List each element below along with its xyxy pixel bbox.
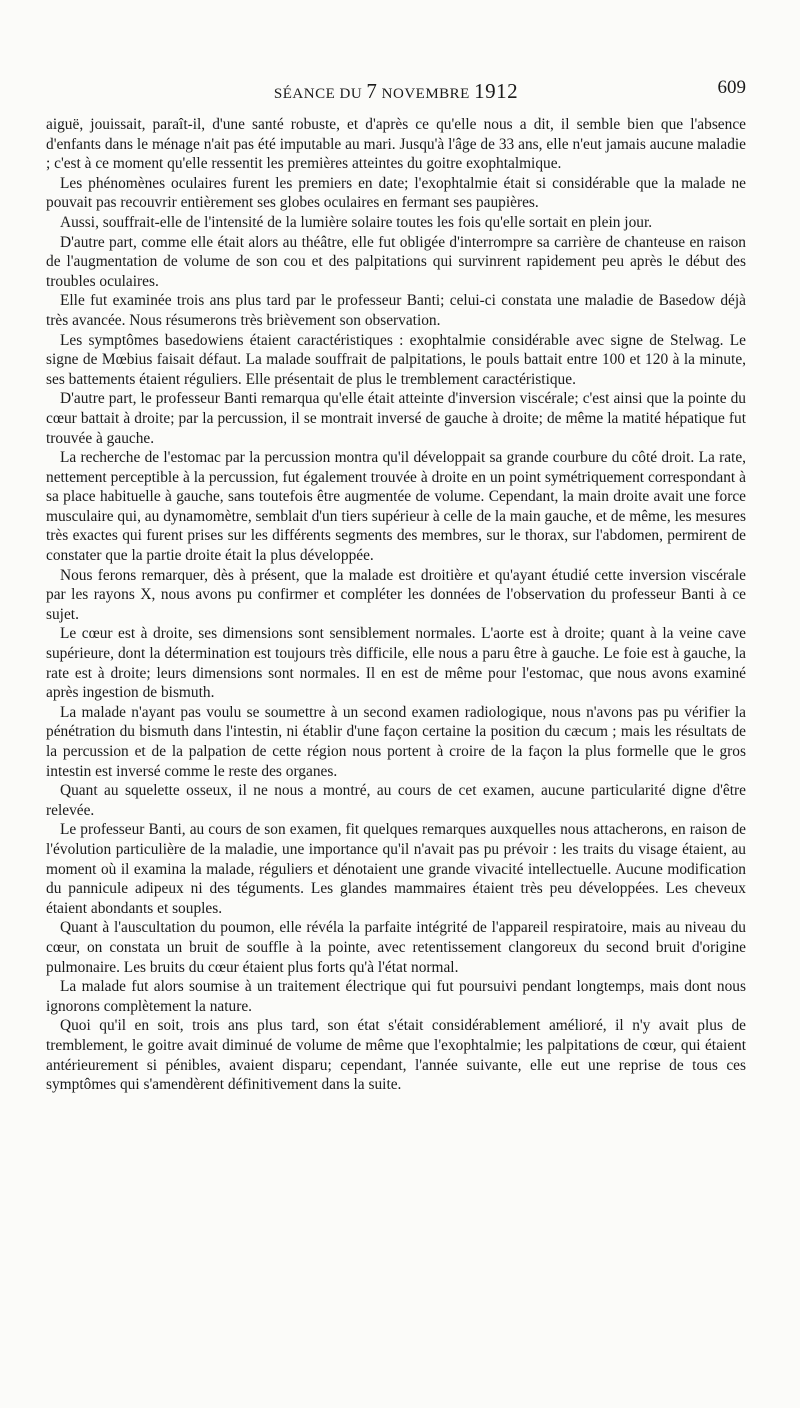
paragraph: La malade fut alors soumise à un traitement électrique qui fut poursuivi pendant longtemps, mais dont nous ignorons complètement la nature.: [46, 978, 746, 1015]
running-head-year: 1912: [474, 79, 519, 103]
paragraph: Les phénomènes oculaires furent les premiers en date; l'exophtalmie était si considérable que la malade ne pouvait pas recouvrir entièrement ses globes oculaires en fermant ses paupières.: [46, 174, 746, 212]
paragraph: aiguë, jouissait, paraît-il, d'une santé robuste, et d'après ce qu'elle nous a dit, il semble bien que l'absence d'enfants dans le ménage n'ait pas été imputable au mari. Jusqu'à l'âge de 33 ans, elle n'eut jamais aucune maladie ; c'est à ce moment qu'elle ressentit les premières atteintes du goitre exophtalmique.: [46, 116, 746, 173]
running-head: [46, 79, 746, 104]
paragraph: La malade n'ayant pas voulu se soumettre à un second examen radiologique, nous n'avons pas pu vérifier la pénétration du bismuth dans l'intestin, ni établir d'une façon certaine la position du cæcum ; mais les résultats de la percussion et de la palpation de cette région nous portent à croire de la façon la plus formelle que le gros intestin est inversé comme le reste des organes.: [46, 703, 746, 780]
paragraph: Quoi qu'il en soit, trois ans plus tard, son état s'était considérablement amélioré, il n'y avait plus de tremblement, le goitre avait diminué de volume de même que l'exophtalmie; les palpitations de cœur, qui étaient antérieurement si pénibles, avaient disparu; cependant, l'année suivante, elle eut une reprise de tous ces symptômes qui s'amendèrent définitivement dans la suite.: [46, 1017, 746, 1094]
page-number: 609: [717, 77, 746, 98]
paragraph: Quant à l'auscultation du poumon, elle révéla la parfaite intégrité de l'appareil respiratoire, mais au niveau du cœur, on constata un bruit de souffle à la pointe, avec retentissement clangoreux du second bruit d'origine pulmonaire. Les bruits du cœur étaient plus forts qu'à l'état normal.: [46, 919, 746, 976]
paragraph: Le cœur est à droite, ses dimensions sont sensiblement normales. L'aorte est à droite; quant à la veine cave supérieure, dont la détermination est toujours très difficile, elle nous a paru être à gauche. Le foie est à gauche, la rate est à droite; leurs dimensions sont normales. Il en est de même pour l'estomac, que nous avons examiné après ingestion de bismuth.: [46, 625, 746, 702]
paragraph: Les symptômes basedowiens étaient caractéristiques : exophtalmie considérable avec signe de Stelwag. Le signe de Mœbius faisait défaut. La malade souffrait de palpitations, le pouls battait entre 100 et 120 à la minute, ses battements étaient réguliers. Elle présentait de plus le tremblement caractéristique.: [46, 331, 746, 388]
running-head-month: NOVEMBRE: [377, 86, 475, 102]
paragraph: D'autre part, le professeur Banti remarqua qu'elle était atteinte d'inversion viscérale; c'est ainsi que la pointe du cœur battait à droite; par la percussion, il se montrait inversé de gauche à droite; de même la matité hépatique fut trouvée à gauche.: [46, 390, 746, 447]
paragraph: Aussi, souffrait-elle de l'intensité de la lumière solaire toutes les fois qu'elle sortait en plein jour.: [60, 213, 653, 231]
paragraph: D'autre part, comme elle était alors au théâtre, elle fut obligée d'interrompre sa carrière de chanteuse en raison de l'augmentation de volume de son cou et des palpitations qui survinrent rapidement peu après le début des troubles oculaires.: [46, 233, 746, 290]
body-text: [46, 115, 746, 1095]
paragraph: Elle fut examinée trois ans plus tard par le professeur Banti; celui-ci constata une maladie de Basedow déjà très avancée. Nous résumerons très brièvement son observation.: [46, 292, 746, 329]
page-header: [46, 77, 746, 101]
paragraph: Le professeur Banti, au cours de son examen, fit quelques remarques auxquelles nous attacherons, en raison de l'évolution particulière de la maladie, une importance qu'il n'avait pas pu prévoir : les traits du visage étaient, au moment où il examina la malade, réguliers et dénotaient une grande vivacité intellectuelle. Aucune modification du pannicule adipeux ni des téguments. Les glandes mammaires étaient très peu développées. Les cheveux étaient abondants et souples.: [46, 821, 746, 917]
paragraph: La recherche de l'estomac par la percussion montra qu'il développait sa grande courbure du côté droit. La rate, nettement perceptible à la percussion, fut également trouvée à droite en un point symétriquement correspondant à sa place habituelle à gauche, sans toutefois être augmentée de volume. Cependant, la main droite avait une force musculaire qui, au dynamomètre, semblait d'un tiers supérieur à celle de la main gauche, et de même, les mesures très exactes qui furent prises sur les différents segments des membres, sur le thorax, sur l'abdomen, permirent de constater que la partie droite était la plus développée.: [46, 449, 746, 565]
running-head-day: 7: [366, 79, 378, 103]
paragraph: Quant au squelette osseux, il ne nous a montré, au cours de cet examen, aucune particularité digne d'être relevée.: [46, 782, 746, 819]
running-head-prefix: SÉANCE DU: [273, 86, 367, 102]
paragraph: Nous ferons remarquer, dès à présent, que la malade est droitière et qu'ayant étudié cette inversion viscérale par les rayons X, nous avons pu confirmer et compléter les données de l'observation du professeur Banti à ce sujet.: [46, 566, 746, 623]
